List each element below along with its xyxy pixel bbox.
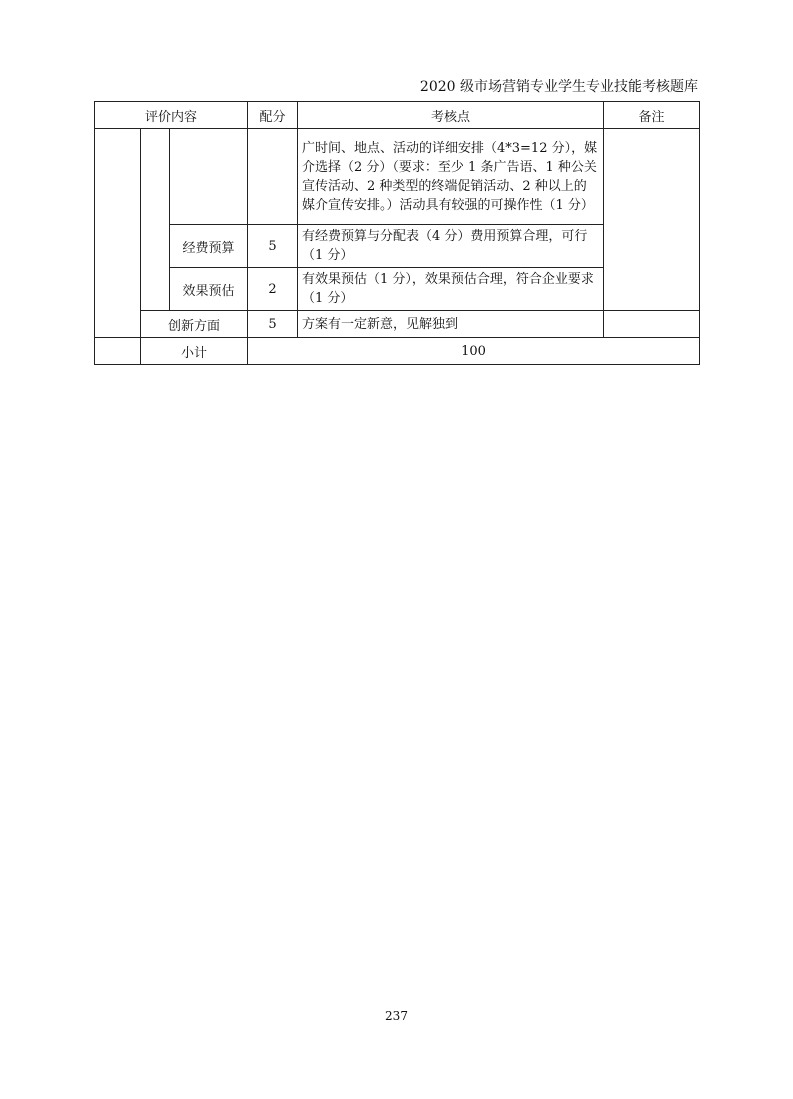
header-cell-content: 评价内容 [95, 102, 248, 129]
points-cell: 有效果预估（1 分），效果预估合理，符合企业要求（1 分） [298, 268, 604, 311]
item-cell: 效果预估 [170, 268, 248, 311]
score-cell: 2 [248, 268, 298, 311]
inner-category-cell [141, 129, 170, 311]
subtotal-value: 100 [248, 338, 700, 365]
item-cell [170, 129, 248, 225]
remarks-cell [604, 311, 700, 338]
header-cell-points: 考核点 [298, 102, 604, 129]
document-header-title: 2020 级市场营销专业学生专业技能考核题库 [419, 79, 698, 95]
score-cell: 5 [248, 311, 298, 338]
table-header-row [95, 102, 700, 129]
points-cell: 有经费预算与分配表（4 分）费用预算合理，可行（1 分） [298, 225, 604, 268]
item-cell: 创新方面 [141, 311, 248, 338]
outer-category-cell [95, 129, 141, 338]
item-cell: 经费预算 [170, 225, 248, 268]
table-row [95, 129, 700, 225]
score-cell [248, 129, 298, 225]
points-cell: 方案有一定新意，见解独到 [298, 311, 604, 338]
subtotal-label: 小计 [141, 338, 248, 365]
table-row [95, 311, 700, 338]
score-cell: 5 [248, 225, 298, 268]
points-cell: 广时间、地点、活动的详细安排（4*3=12 分），媒介选择（2 分）（要求：至少 1 条广告语、1 种公关宣传活动、2 种类型的终端促销活动、2 种以上的媒介宣传安排。）活动具有较强的可操作性（1 分） [298, 129, 604, 225]
subtotal-row [95, 338, 700, 365]
subtotal-blank-cell [95, 338, 141, 365]
remarks-cell [604, 129, 700, 311]
header-cell-score: 配分 [248, 102, 298, 129]
header-cell-remarks: 备注 [604, 102, 700, 129]
assessment-table [94, 101, 700, 365]
page-number: 237 [385, 1009, 408, 1023]
